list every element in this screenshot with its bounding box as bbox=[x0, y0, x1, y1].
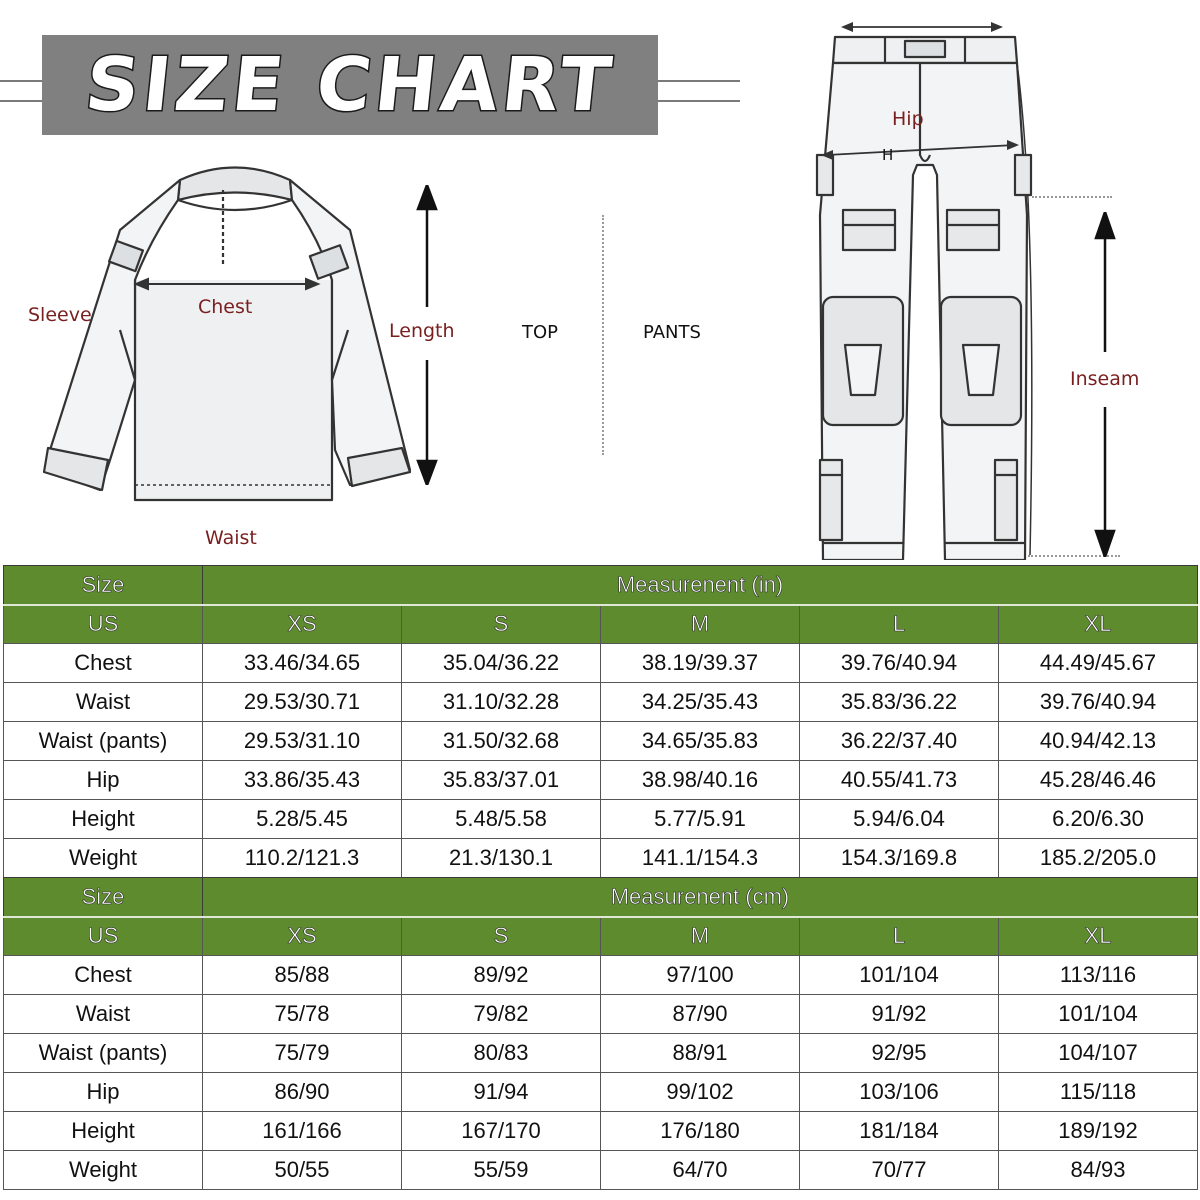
table-cell: 189/192 bbox=[999, 1112, 1198, 1151]
table-cell: 64/70 bbox=[601, 1151, 800, 1190]
pants-diagram bbox=[805, 15, 1045, 560]
table-cell: 79/82 bbox=[402, 995, 601, 1034]
length-label: Length bbox=[389, 320, 455, 342]
chest-label: Chest bbox=[198, 296, 253, 318]
table-cell: 38.98/40.16 bbox=[601, 761, 800, 800]
table-cell: 31.50/32.68 bbox=[402, 722, 601, 761]
table-row-waist bbox=[4, 995, 1198, 1034]
table-cell: 5.94/6.04 bbox=[800, 800, 999, 839]
table-cell: 89/92 bbox=[402, 956, 601, 995]
table-cell: 35.83/37.01 bbox=[402, 761, 601, 800]
table-cell: 101/104 bbox=[999, 995, 1198, 1034]
table-row-hip bbox=[4, 1073, 1198, 1112]
table-cell: 5.48/5.58 bbox=[402, 800, 601, 839]
table-cell: 103/106 bbox=[800, 1073, 999, 1112]
table-cell: 154.3/169.8 bbox=[800, 839, 999, 878]
size-cell-m: M bbox=[601, 605, 800, 644]
table-cell: 75/78 bbox=[203, 995, 402, 1034]
table-cell: 38.19/39.37 bbox=[601, 644, 800, 683]
table-cell: 36.22/37.40 bbox=[800, 722, 999, 761]
row-label: Weight bbox=[4, 1151, 203, 1190]
hip-h-marker: H bbox=[882, 146, 894, 164]
row-label: Height bbox=[4, 800, 203, 839]
table-cell: 45.28/46.46 bbox=[999, 761, 1198, 800]
pants-section-label: PANTS bbox=[643, 322, 701, 343]
banner-left-line-1 bbox=[0, 80, 42, 82]
size-table-inches bbox=[3, 565, 1198, 878]
table-cell: 70/77 bbox=[800, 1151, 999, 1190]
size-header-cell: Size bbox=[4, 878, 203, 917]
table-cell: 31.10/32.28 bbox=[402, 683, 601, 722]
inseam-label: Inseam bbox=[1070, 368, 1140, 390]
row-label: Chest bbox=[4, 644, 203, 683]
table-cell: 34.25/35.43 bbox=[601, 683, 800, 722]
size-cell-l: L bbox=[800, 605, 999, 644]
inseam-top-dots bbox=[1032, 196, 1112, 198]
table-cell: 35.83/36.22 bbox=[800, 683, 999, 722]
table-cell: 39.76/40.94 bbox=[999, 683, 1198, 722]
table-cell: 55/59 bbox=[402, 1151, 601, 1190]
size-cell-s: S bbox=[402, 605, 601, 644]
table-cell: 141.1/154.3 bbox=[601, 839, 800, 878]
table-cell: 84/93 bbox=[999, 1151, 1198, 1190]
banner-right-line-1 bbox=[658, 80, 740, 82]
table-cell: 110.2/121.3 bbox=[203, 839, 402, 878]
table-cell: 29.53/31.10 bbox=[203, 722, 402, 761]
table-cell: 88/91 bbox=[601, 1034, 800, 1073]
size-row bbox=[4, 917, 1198, 956]
table-cell: 6.20/6.30 bbox=[999, 800, 1198, 839]
us-label-cell: US bbox=[4, 917, 203, 956]
table-cell: 97/100 bbox=[601, 956, 800, 995]
table-row-weight bbox=[4, 839, 1198, 878]
table-cell: 35.04/36.22 bbox=[402, 644, 601, 683]
row-label: Waist bbox=[4, 995, 203, 1034]
table-header-row bbox=[4, 566, 1198, 605]
banner-left-line-2 bbox=[0, 100, 42, 102]
row-label: Waist (pants) bbox=[4, 1034, 203, 1073]
table-cell: 176/180 bbox=[601, 1112, 800, 1151]
table-cell: 40.55/41.73 bbox=[800, 761, 999, 800]
table-cell: 185.2/205.0 bbox=[999, 839, 1198, 878]
table-header-row bbox=[4, 878, 1198, 917]
table-row-waist-pants bbox=[4, 1034, 1198, 1073]
top-section-label: TOP bbox=[522, 322, 559, 343]
hip-label: Hip bbox=[892, 108, 924, 130]
page-title: SIZE CHART bbox=[81, 42, 619, 128]
table-row-waist bbox=[4, 683, 1198, 722]
table-cell: 50/55 bbox=[203, 1151, 402, 1190]
table-cell: 113/116 bbox=[999, 956, 1198, 995]
size-cell-xl: XL bbox=[999, 605, 1198, 644]
row-label: Height bbox=[4, 1112, 203, 1151]
table-cell: 104/107 bbox=[999, 1034, 1198, 1073]
table-cell: 5.28/5.45 bbox=[203, 800, 402, 839]
table-cell: 40.94/42.13 bbox=[999, 722, 1198, 761]
row-label: Waist (pants) bbox=[4, 722, 203, 761]
row-label: Hip bbox=[4, 761, 203, 800]
table-cell: 99/102 bbox=[601, 1073, 800, 1112]
sleeve-label: Sleeve bbox=[28, 304, 92, 326]
table-cell: 161/166 bbox=[203, 1112, 402, 1151]
table-cell: 91/94 bbox=[402, 1073, 601, 1112]
size-cell-xs: XS bbox=[203, 605, 402, 644]
row-label: Weight bbox=[4, 839, 203, 878]
table-cell: 33.46/34.65 bbox=[203, 644, 402, 683]
table-row-chest bbox=[4, 956, 1198, 995]
table-cell: 75/79 bbox=[203, 1034, 402, 1073]
size-cell-xl: XL bbox=[999, 917, 1198, 956]
table-row-height bbox=[4, 800, 1198, 839]
table-cell: 101/104 bbox=[800, 956, 999, 995]
table-cell: 115/118 bbox=[999, 1073, 1198, 1112]
banner-right-line-2 bbox=[658, 100, 740, 102]
us-label-cell: US bbox=[4, 605, 203, 644]
size-header-cell: Size bbox=[4, 566, 203, 605]
table-cell: 181/184 bbox=[800, 1112, 999, 1151]
table-row-height bbox=[4, 1112, 1198, 1151]
table-cell: 91/92 bbox=[800, 995, 999, 1034]
title-banner bbox=[42, 35, 658, 135]
size-cell-m: M bbox=[601, 917, 800, 956]
table-cell: 29.53/30.71 bbox=[203, 683, 402, 722]
size-cell-l: L bbox=[800, 917, 999, 956]
size-cell-s: S bbox=[402, 917, 601, 956]
size-row bbox=[4, 605, 1198, 644]
table-cell: 87/90 bbox=[601, 995, 800, 1034]
table-row-weight bbox=[4, 1151, 1198, 1190]
table-cell: 34.65/35.83 bbox=[601, 722, 800, 761]
row-label: Waist bbox=[4, 683, 203, 722]
section-divider bbox=[602, 215, 604, 455]
table-row-hip bbox=[4, 761, 1198, 800]
size-cell-xs: XS bbox=[203, 917, 402, 956]
unit-title-cell: Measurenent (cm) bbox=[203, 878, 1198, 917]
table-cell: 5.77/5.91 bbox=[601, 800, 800, 839]
table-cell: 167/170 bbox=[402, 1112, 601, 1151]
waist-label: Waist bbox=[205, 527, 257, 549]
table-row-chest bbox=[4, 644, 1198, 683]
row-label: Hip bbox=[4, 1073, 203, 1112]
shirt-diagram bbox=[30, 150, 450, 510]
unit-title-cell: Measurenent (in) bbox=[203, 566, 1198, 605]
table-cell: 39.76/40.94 bbox=[800, 644, 999, 683]
table-cell: 80/83 bbox=[402, 1034, 601, 1073]
table-cell: 33.86/35.43 bbox=[203, 761, 402, 800]
table-row-waist-pants bbox=[4, 722, 1198, 761]
table-cell: 85/88 bbox=[203, 956, 402, 995]
size-table-cm bbox=[3, 877, 1198, 1190]
table-cell: 44.49/45.67 bbox=[999, 644, 1198, 683]
row-label: Chest bbox=[4, 956, 203, 995]
table-cell: 21.3/130.1 bbox=[402, 839, 601, 878]
table-cell: 92/95 bbox=[800, 1034, 999, 1073]
table-cell: 86/90 bbox=[203, 1073, 402, 1112]
